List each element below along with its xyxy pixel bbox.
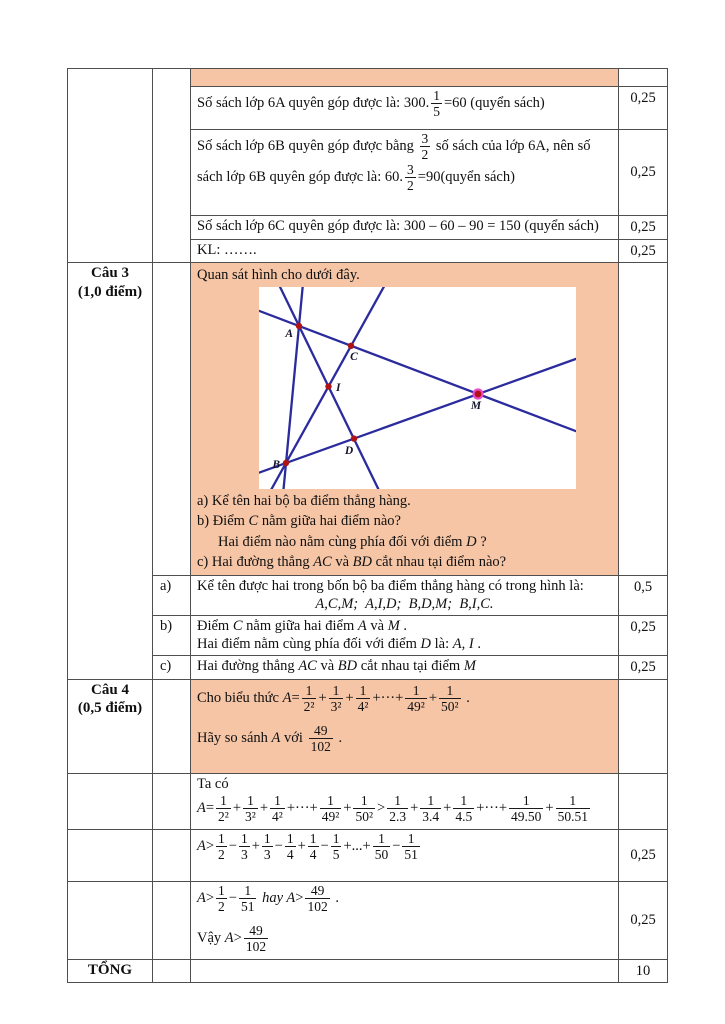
table-row bbox=[68, 829, 668, 881]
table-row bbox=[68, 881, 668, 959]
table-row bbox=[68, 959, 668, 983]
table-row bbox=[68, 575, 668, 615]
points-cell: 0,5 bbox=[619, 575, 668, 615]
part-label-cell-empty bbox=[153, 773, 191, 829]
points-cell: 0,25 bbox=[619, 656, 668, 680]
points-cell: 0,25 bbox=[619, 130, 668, 216]
point-label-d: D bbox=[344, 444, 354, 457]
table-row bbox=[68, 69, 668, 87]
point-label-c: C bbox=[350, 350, 358, 363]
total-content-empty bbox=[191, 959, 619, 983]
table-row bbox=[68, 656, 668, 680]
point-label-i: I bbox=[336, 381, 341, 394]
cau4-question-cell bbox=[191, 679, 619, 773]
grading-table bbox=[67, 68, 668, 983]
question-label-cell-empty bbox=[68, 881, 153, 959]
point-label-b: B bbox=[272, 458, 280, 471]
answer-formula-3a: A> $\frac{1}{2}$ − $\frac{1}{51}$ hay A> $\frac{49}{102}$ . bbox=[197, 882, 339, 914]
question-label-cau3 bbox=[68, 263, 153, 679]
line-acm bbox=[259, 309, 576, 433]
table-row bbox=[68, 679, 668, 773]
points-cell: 0,25 bbox=[619, 881, 668, 959]
part-label-cell-empty bbox=[153, 829, 191, 881]
table-row bbox=[68, 263, 668, 576]
answer-intro: Ta có bbox=[197, 775, 229, 792]
question-label-cell-empty bbox=[68, 829, 153, 881]
point-label-m: M bbox=[470, 399, 482, 412]
line-bdm bbox=[259, 357, 576, 474]
question-number: Câu 3 bbox=[91, 265, 129, 282]
points-cell: 0,25 bbox=[619, 216, 668, 240]
point-d bbox=[351, 435, 357, 441]
point-m bbox=[475, 390, 482, 397]
question-points: (1,0 điểm) bbox=[77, 283, 143, 300]
point-label-a: A bbox=[285, 327, 293, 340]
part-label-cell-empty bbox=[153, 959, 191, 983]
part-label-c: c) bbox=[153, 656, 191, 680]
total-points-cell: 10 bbox=[619, 959, 668, 983]
cau4-question-line2: Hãy so sánh A với $\frac{49}{102}$ . bbox=[197, 722, 343, 754]
points-cell: 0,25 bbox=[619, 239, 668, 263]
answer-text-6a: Số sách lớp 6A quyên góp được là: 300. $\frac{1}{5}$ =60 (quyển sách) bbox=[191, 87, 619, 130]
points-cell-empty bbox=[619, 263, 668, 576]
answer-cau3-b: Điểm C nằm giữa hai điểm A và M . Hai điểm nằm cùng phía đối với điểm D là: A, I . bbox=[191, 615, 619, 655]
point-i bbox=[325, 383, 331, 389]
answer-a-line2: A,C,M; A,I,D; B,D,M; B,I,C. bbox=[315, 596, 494, 613]
total-label: TỔNG bbox=[68, 959, 153, 983]
part-label-b: b) bbox=[153, 615, 191, 655]
answer-text-6b: Số sách lớp 6B quyên góp được bằng $\frac{3}{2}$ số sách của lớp 6A, nên số sách lớp 6B quyên góp được là: 60. $\frac{3}{2}$ =90(quyển sách) bbox=[191, 130, 619, 216]
table-row bbox=[68, 615, 668, 655]
answer-cau4-step3 bbox=[191, 881, 619, 959]
points-cell-empty bbox=[619, 679, 668, 773]
question-points: (0,5 điểm) bbox=[77, 700, 143, 717]
points-cell: 0,25 bbox=[619, 615, 668, 655]
cau3-question-cell bbox=[191, 263, 619, 576]
answer-formula-1: A= $\frac{1}{\text{2²}}$ + $\frac{1}{\text{3²}}$ + $\frac{1}{\text{4²}}$ +···+ $\frac{1}{\text{49²}}$ + $\frac{1}{\text{50²}}$ > $\frac{1}{2.3}$ + $\frac{1}{3.4}$ + $\frac{1}{4.5}$ +···+ $\frac{1}{49.50}$ + $\frac{1}{50.51}$ bbox=[197, 793, 588, 825]
question-part-a: a) Kể tên hai bộ ba điểm thẳng hàng. bbox=[197, 492, 411, 509]
point-c bbox=[348, 342, 354, 348]
question-label-cau4 bbox=[68, 679, 153, 773]
part-label-cell-empty bbox=[153, 679, 191, 773]
cau4-question-line1: Cho biểu thức A= $\frac{1}{\text{2²}}$ + $\frac{1}{\text{3²}}$ + $\frac{1}{\text{4²}}$ +···+ $\frac{1}{\text{49²}}$ + $\frac{1}{\text{50²}}$ . bbox=[197, 682, 470, 714]
answer-cau3-a bbox=[191, 575, 619, 615]
geometry-figure-svg bbox=[259, 287, 576, 489]
answer-key-sheet bbox=[67, 68, 668, 983]
answer-text-6c: Số sách lớp 6C quyên góp được là: 300 – 60 – 90 = 150 (quyển sách) bbox=[191, 216, 619, 240]
points-cell: 0,25 bbox=[619, 87, 668, 130]
part-label-cell-empty bbox=[153, 881, 191, 959]
question-part-c: c) Hai đường thẳng AC và BD cắt nhau tại điểm nào? bbox=[197, 554, 507, 571]
question-label-cell-empty bbox=[68, 773, 153, 829]
answer-a-line1: Kể tên được hai trong bốn bộ ba điểm thẳng hàng có trong hình là: bbox=[197, 577, 584, 594]
question-part-b: b) Điểm C nằm giữa hai điểm nào? bbox=[197, 513, 401, 530]
answer-cau4-step1 bbox=[191, 773, 619, 829]
answer-text-kl: KL: ……. bbox=[191, 239, 619, 263]
answer-cau4-step2: A> $\frac{1}{2}$ − $\frac{1}{3}$ + $\frac{1}{3}$ − $\frac{1}{4}$ + $\frac{1}{4}$ − $\frac{1}{5}$ +...+ $\frac{1}{50}$ − $\frac{1}{51}$ bbox=[191, 829, 619, 881]
points-cell: 0,25 bbox=[619, 829, 668, 881]
table-row bbox=[68, 773, 668, 829]
question-part-b2: Hai điểm nào nằm cùng phía đối với điểm D ? bbox=[218, 533, 487, 550]
geometry-figure bbox=[259, 287, 576, 489]
answer-formula-3b: Vậy A> $\frac{49}{102}$ bbox=[197, 922, 267, 954]
question-intro: Quan sát hình cho dưới đây. bbox=[197, 267, 360, 284]
question-label-cell-empty bbox=[68, 69, 153, 263]
answer-cau3-c: Hai đường thẳng AC và BD cắt nhau tại điểm M bbox=[191, 656, 619, 680]
question-number: Câu 4 bbox=[91, 681, 129, 698]
highlight-band bbox=[191, 69, 619, 87]
part-label-cell-empty bbox=[153, 69, 191, 263]
point-b bbox=[283, 459, 289, 465]
point-a bbox=[296, 322, 302, 328]
points-cell-empty bbox=[619, 773, 668, 829]
part-label-cell-empty bbox=[153, 263, 191, 576]
points-cell-empty bbox=[619, 69, 668, 87]
part-label-a: a) bbox=[153, 575, 191, 615]
